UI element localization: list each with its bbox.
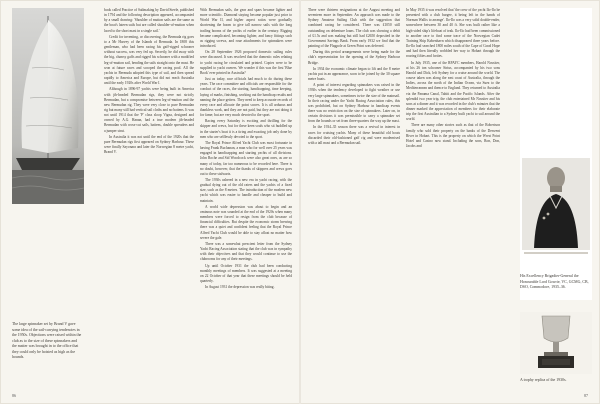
paragraph: In August 1931 the depression was really biting. xyxy=(205,285,275,290)
page-number-left: 86 xyxy=(12,393,16,398)
paragraph: book called Practice of Sailmaking by David Steele, published in 1794 and the following description appeared, accompanied by a small drawing: 'Shoulder of mutton sails are the same as the boat's lateen sails but are called shoulder-of-mutton when laced to the short mast in a single sail.' xyxy=(104,8,194,33)
paragraph: In May 1935 it was resolved that 'the crew of the yacht Ilo-Ilo be presented with a club burgee, it being left in the hands of Norman Wallis to arrange'. Ilo-Ilo was a very solid double-ender, somewhere between 30 and 40 ft. She was built rather like a high-sided ship's lifeboat of teak. Ilo-Ilo had been commissioned to another race to find some trace of the Norwegian Cadet Training Ship København which disappeared three years before. Ilo-Ilo had searched 1800 miles south of the Cape of Good Hope and had then literally wobbled her way to Hobart through the roaring fifties and forties. xyxy=(406,8,500,59)
left-column-1 xyxy=(104,8,194,392)
portrait-caption: His Excellency Brigadier-General the Honourable Lord Gowrie, VC, GCMG, CB, DSO, Commodore, 1935–36. xyxy=(520,274,589,289)
trophy-caption: A trophy replica of the 1930s. xyxy=(520,378,567,382)
paragraph: There were thirteen resignations at the August meeting and seventeen more in September. An approach was made to the Sydney Amateur Sailing Club with the suggestion that combined racing be considered. There was £1050 still outstanding on debenture loans. The club was showing a debit of £1.5s and was making but still had £2650 deposited in the Government Savings Bank. From early 1932 we find that the painting of the Flagpole at Green Point was deferred. xyxy=(308,8,400,49)
paragraph: In the 1934–35 season there was a revival in interest in races for cruising yachts. Many of these beautiful old boats discarded their old-fashioned gaff rig and were modernised with a tall mast and a Bermudan sail. xyxy=(308,125,400,145)
spinnaker-caption: The large spinnaker set by Brand V gave some idea of the sail-carrying tendencies in the 1950s. Objections were raised within the club as to the size of these spinnakers and the matter was brought in to the office that they could only be hoisted as high as the hounds. xyxy=(12,322,82,359)
paragraph: A world wide depression was about to begin and an ominous note was sounded at the end of the 1920s when many members were forced to resign from the club because of financial difficulties. But despite the economic storm brewing there was a quiet and confident feeling that the Royal Prince Alfred Yacht Club would be able to stay afloat no matter how severe the gale. xyxy=(200,204,292,240)
paragraph: Racing every Saturday is exciting and thrilling for the skipper and crews, but for these keen souls who sit huddled up in the starter's boat it is a tiring and exacting job only done by men who are selflessly devoted to the sport. xyxy=(200,119,292,139)
paragraph: In July 1935, one of the RPAYC members, Harold Nossiter, at his 26 ton schooner Sirius, accompanied by his two sons Harold and Dick, left Sydney for a cruise around the world. The course taken was along the east coast of Australia, through the Indies, across the north of the Indian Ocean, via Suez to the Mediterranean and thence to England. They returned to Australia via the Panama Canal, Tahiti and the Pacific Islands. After the splendid two year trip, the club entertained Mr Nossiter and his sons at a dinner and it was recorded in the club's minutes that the dinner marked the appreciation of members for their elaborate trip the first Australian to a Sydney built yacht to sail around the world. xyxy=(406,60,500,122)
trophy-photo xyxy=(520,312,592,374)
gutter xyxy=(299,0,301,404)
left-column-2 xyxy=(200,8,292,392)
paragraph: Although in 1896-97 yachts were being built in America with jib-headed Bermudan rigs, they were not strictly Bermudan, but a compromise between leg-of-mutton and the new Bermudan rig. They were very close to pure Bermudan rig but many still had vertical sail cloths and no battens. It was not until 1914 that the 'P' class sloop Vigna, designed and owned by A.G. Hanan, had a true modern jib-headed Bermudan with cross-cut sails, battens, double spreaders and a jumper strut. xyxy=(104,87,194,133)
portrait-photo xyxy=(520,8,592,300)
paragraph: On 28 September 1926 proposed domestic sailing rules were discussed. It was resolved that the domestic rules relating to yacht racing be circulated and printed. Copies were to be supplied to yacht owners. We wonder if this was the first 'Blue Book' ever printed in Australia? xyxy=(200,50,292,75)
paragraph: There are many other stories such as that of the Robertson family who sold their property on the banks of the Derwent River in Hobart. This is the property on which the Wrest Point Hotel and Casino now stand. Including the sons, Ron, Don, Jacobs and xyxy=(406,123,500,149)
paragraph: In Australia it was not until the end of the 1920s that the pure Bermudan rigs first appeared on Sydney Harbour. These were finally Sayonara and later the Norwegian 8 metre yacht, Brand V. xyxy=(104,134,194,155)
trophy-image xyxy=(520,312,592,374)
paragraph: The 1930s ushered in a new era in yacht racing, with the gradual dying out of the old raters and the yachts of a fixed size, such as the 8 metres. The introduction of the modern new yacht which was easier to handle and cheaper to build and maintain. xyxy=(200,178,292,203)
spinnaker-image xyxy=(12,8,84,204)
paragraph: The Royal Prince Alfred Yacht Club was most fortunate in having Frank Buchanan, a man who for well over 25 years was engaged in handicapping and starting yachts of all divisions. John Roche and Sid Woodcock were also great ones, as are so many of today, far too numerous to be recorded here. There is no doubt, however, that the thanks of skippers and crews goes out to these stalwarts. xyxy=(200,140,292,176)
right-column-1 xyxy=(308,8,400,392)
page-number-right: 87 xyxy=(584,393,588,398)
paragraph: A point of interest regarding spinnakers was raised in the 1930s when the tendency developed to fight weather or use very large spinnakers, sometimes twice the size of the mainsail. In their racing under the Yacht Racing Association rules, this was prohibited, but on Sydney Harbour in handicap events there was no restriction on the size of spinnakers. Later on, in certain divisions it was permissible to carry a spinnaker set from the hounds or set from three-quarters the way up the mast. xyxy=(308,83,400,124)
paragraph: Credit for inventing, or discovering, the Bermuda rig goes to a Mr Harvey of the Islands of Bermuda. In 1808 this gentleman, who had been racing his gaff-rigged schooner without success, was very fed up. Secretly, he did away with the big, clumsy gaffs and rigged his schooner with a modified leg-of-mutton sail, bending the sails straight onto the mast. He won at future races and scooped the racing pool. All the yachts in Bermuda adopted this type of sail, and then spread rapidly to America and Europe, but did not reach Australia until the early 1920s after World War I. xyxy=(104,34,194,86)
spinnaker-photo xyxy=(12,8,84,204)
portrait-image xyxy=(520,8,592,300)
paragraph: There was a somewhat prescient letter from the Sydney Yacht Racing Association stating that the club was in sympathy with their objectives and that they would continue to use the clubrooms for any of their meetings. xyxy=(200,241,292,262)
paragraph: Up until October 1931 the club had been conducting monthly meetings of members. It was suggested at a meeting on 22 October of that year that these meetings should be held quarterly. xyxy=(200,263,292,283)
paragraph: Just as today, race officials had much to do during these years. The race committee and officials are responsible for the conduct of the races, the starting, handicapping, time keeping, laying of marks, finishing, working out the handicap results and naming the place getters. They need to keep accurate records of every race and allocate the point scores. It is all arduous and thankless work, and they are not paid, but they are not doing it for fame; but are very much devoted to the sport. xyxy=(200,77,292,118)
right-column-2 xyxy=(406,8,500,392)
paragraph: With Bermudan sails, the gear and spars became lighter and more scientific. Diamond staying became popular just prior to World War II, and higher aspect ratios were gradually shortening the boom to give tall narrow sails with the long trailing booms of the yachts of earlier in the century. Rigging became complicated, becoming lighter, and fancy fittings such as rigging screws, and roue attachments for spinnakers were introduced. xyxy=(200,8,292,49)
paragraph: During this period arrangements were being made for the club's representation for the opening of the Sydney Harbour Bridge. xyxy=(308,50,400,65)
paragraph: In 1934 the economic climate began to lift and the 8 metre yachts put in an appearance, soon to be joined by the 30 square metre boats. xyxy=(308,66,400,82)
